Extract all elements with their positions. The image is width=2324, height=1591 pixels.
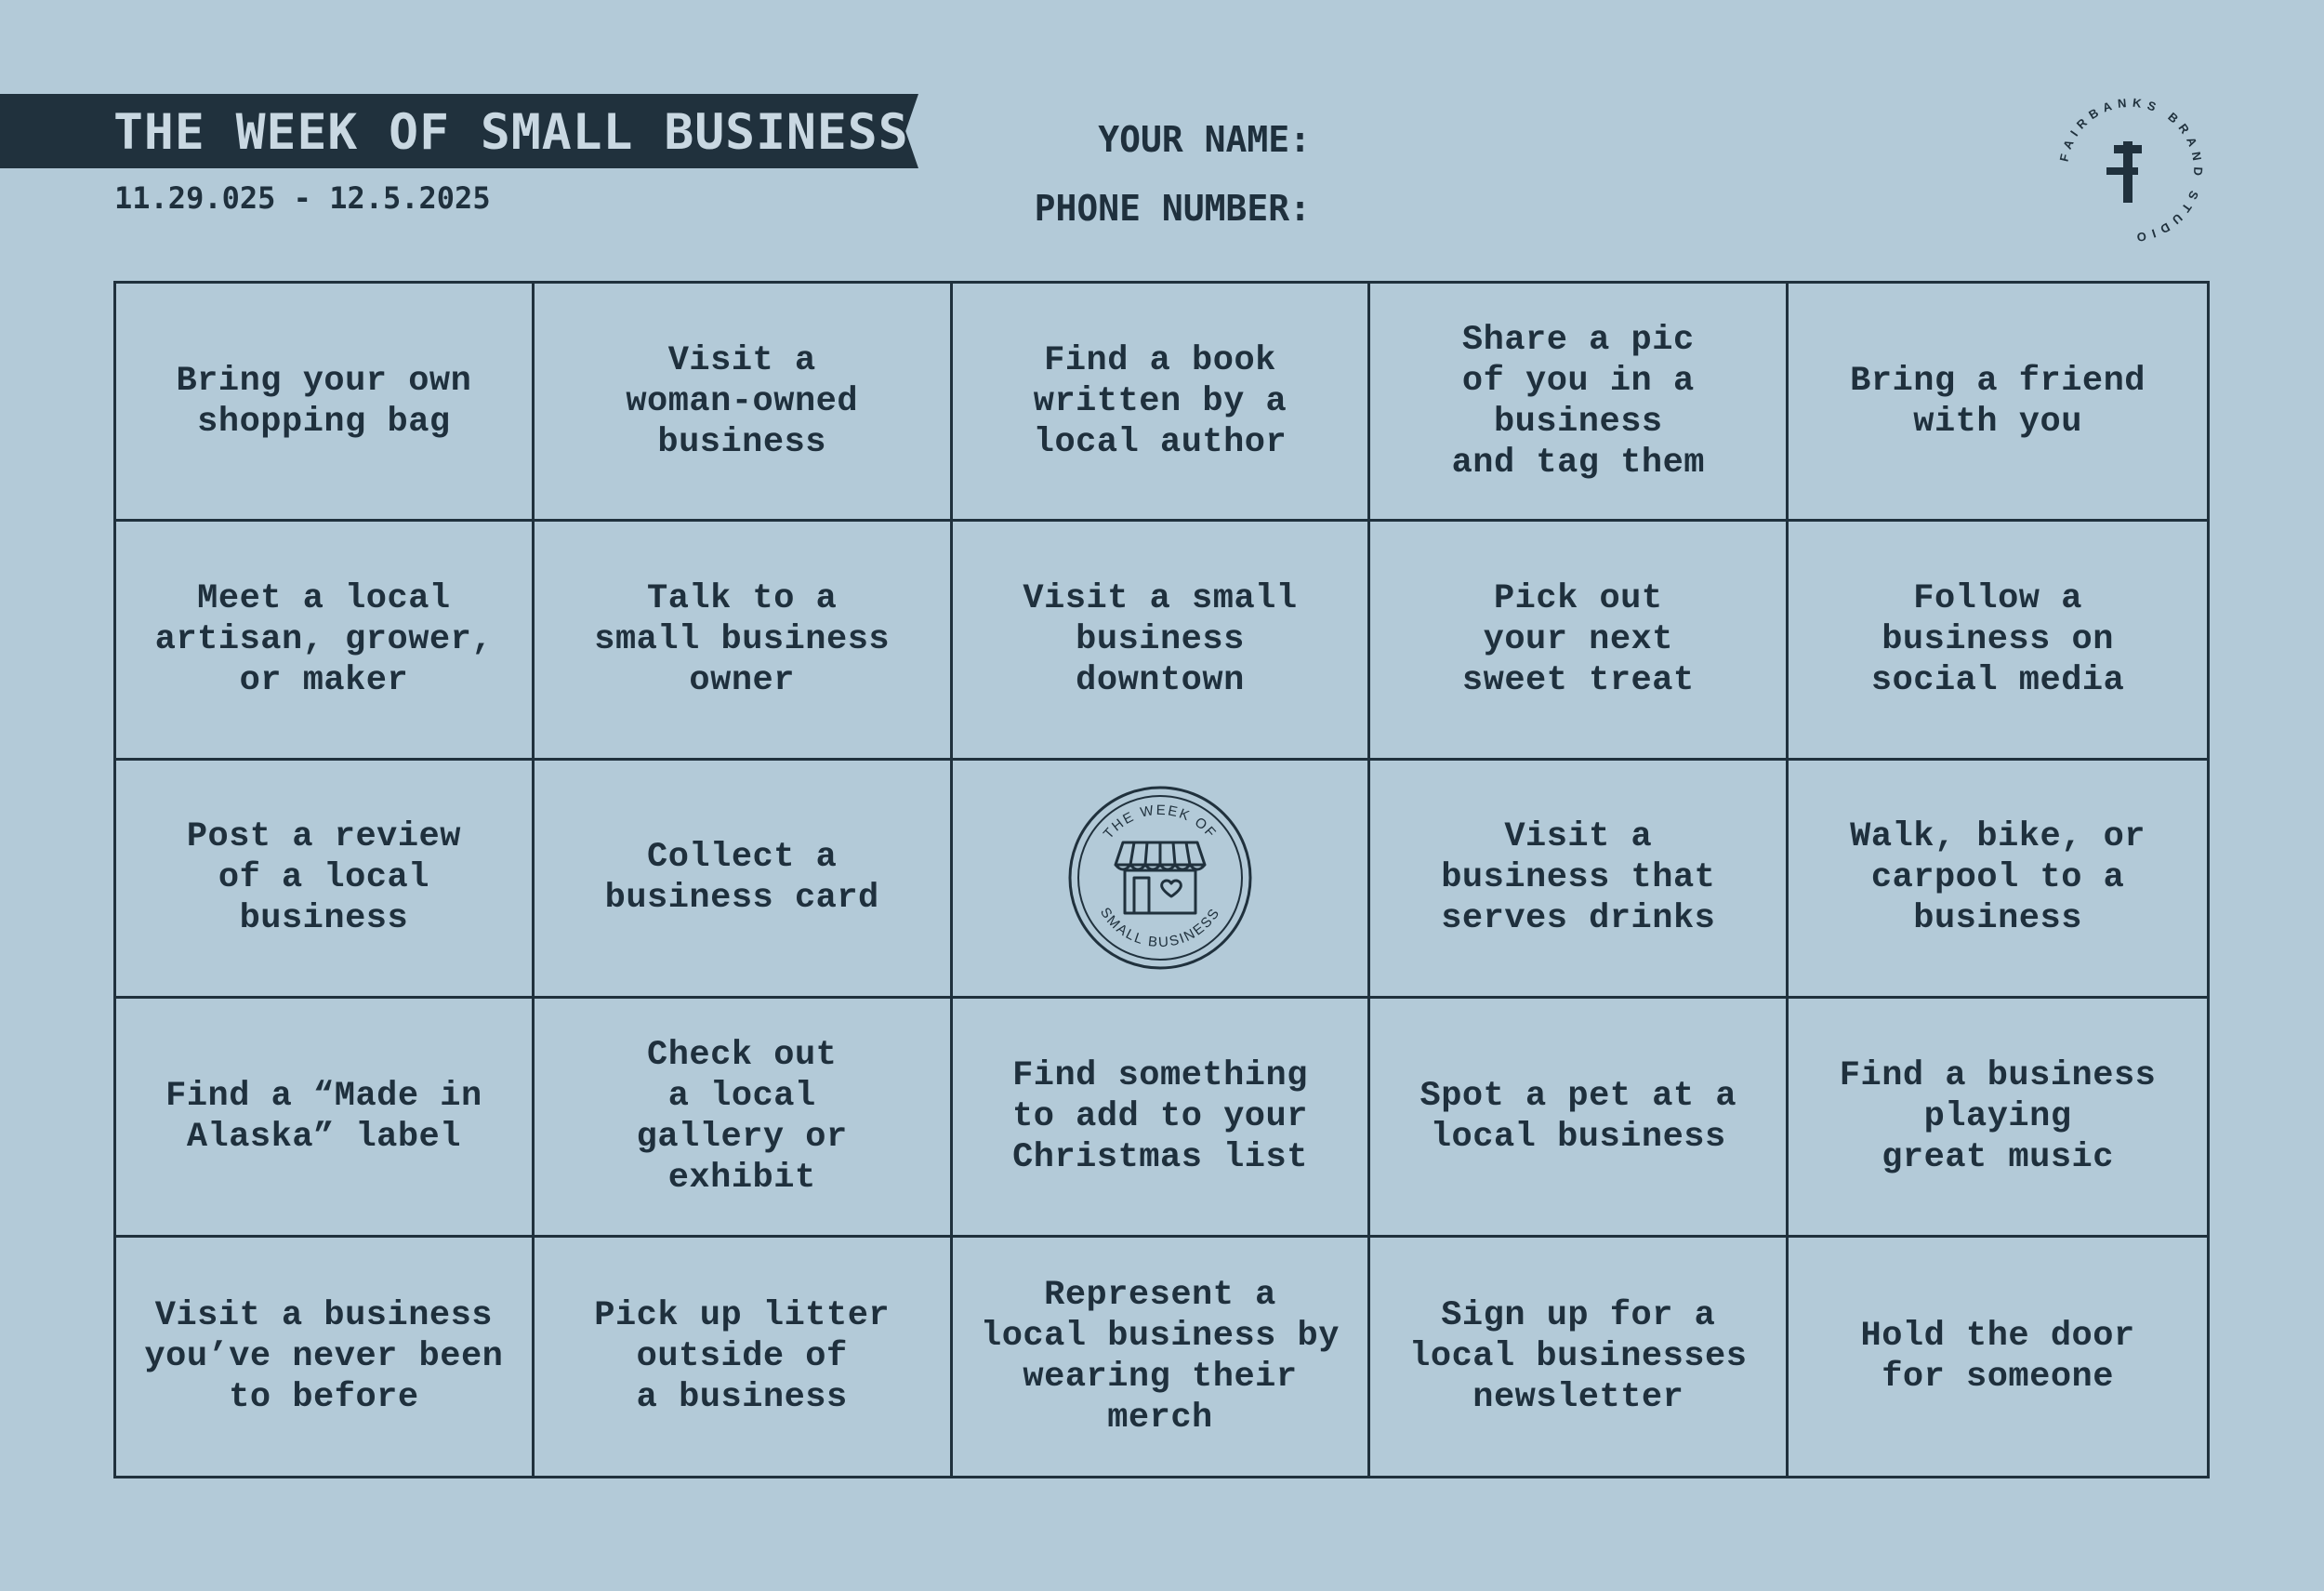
- bingo-cell[interactable]: [953, 522, 1371, 760]
- bingo-cell-label: Share a pic of you in a business and tag them: [1451, 320, 1706, 483]
- bingo-cell[interactable]: [116, 284, 535, 522]
- bingo-cell-label: Represent a local business by wearing their merch: [981, 1275, 1340, 1438]
- bingo-cell-label: Post a review of a local business: [186, 817, 461, 939]
- bingo-cell-label: Visit a business that serves drinks: [1441, 817, 1716, 939]
- bingo-cell-label: Visit a woman-owned business: [626, 340, 859, 462]
- logo-letter: F: [2131, 212, 2132, 213]
- bingo-cell-label: Walk, bike, or carpool to a business: [1850, 817, 2146, 939]
- svg-text:SMALL BUSINESS: SMALL BUSINESS: [1096, 905, 1224, 951]
- svg-text:THE WEEK OF: THE WEEK OF: [1100, 802, 1221, 843]
- bingo-cell-label: Talk to a small business owner: [594, 579, 891, 701]
- bingo-cell[interactable]: [953, 999, 1371, 1237]
- week-of-small-business-badge: [1067, 785, 1253, 971]
- bingo-cell-label: Find something to add to your Christmas list: [1012, 1055, 1308, 1177]
- bingo-cell[interactable]: [1789, 284, 2207, 522]
- date-range: 11.29.025 - 12.5.2025: [114, 180, 491, 216]
- bingo-cell[interactable]: [1370, 761, 1789, 999]
- bingo-cell-label: Meet a local artisan, grower, or maker: [154, 579, 494, 701]
- bingo-cell-label: Bring your own shopping bag: [176, 361, 472, 442]
- bingo-cell[interactable]: [535, 761, 953, 999]
- bingo-card: [113, 281, 2210, 1478]
- logo-f-mark: [2106, 141, 2142, 203]
- bingo-cell[interactable]: [1370, 1238, 1789, 1476]
- bingo-cell[interactable]: [116, 761, 535, 999]
- bingo-cell-label: Pick out your next sweet treat: [1461, 579, 1695, 701]
- bingo-cell[interactable]: [1789, 522, 2207, 760]
- bingo-cell[interactable]: [1370, 284, 1789, 522]
- bingo-cell[interactable]: [1789, 761, 2207, 999]
- bingo-cell[interactable]: [1789, 1238, 2207, 1476]
- storefront-heart-icon: [1116, 842, 1205, 913]
- bingo-cell[interactable]: [535, 999, 953, 1237]
- bingo-cell-label: Find a “Made in Alaska” label: [165, 1076, 482, 1157]
- your-name-label: YOUR NAME:: [1098, 119, 1311, 160]
- bingo-cell-label: Visit a business you’ve never been to before: [144, 1295, 504, 1417]
- phone-number-label: PHONE NUMBER:: [1034, 188, 1311, 229]
- bingo-free-space[interactable]: [953, 761, 1371, 999]
- bingo-cell-label: Visit a small business downtown: [1023, 579, 1298, 701]
- bingo-cell[interactable]: [1370, 999, 1789, 1237]
- bingo-cell-label: Pick up litter outside of a business: [594, 1295, 891, 1417]
- page-title: THE WEEK OF SMALL BUSINESS: [113, 104, 909, 161]
- bingo-cell-label: Bring a friend with you: [1850, 361, 2146, 442]
- svg-text:FAIRBANKS BRAND STUDIO: FAIRBANKS BRAND STUDIO: [2056, 95, 2206, 245]
- bingo-cell[interactable]: [1789, 999, 2207, 1237]
- bingo-cell[interactable]: [116, 522, 535, 760]
- bingo-cell[interactable]: [535, 284, 953, 522]
- bingo-cell[interactable]: [1370, 522, 1789, 760]
- bingo-cell-label: Spot a pet at a local business: [1419, 1076, 1737, 1157]
- bingo-cell-label: Collect a business card: [604, 838, 879, 919]
- bingo-cell[interactable]: [953, 1238, 1371, 1476]
- studio-monogram-icon: [2041, 91, 2220, 249]
- bingo-cell-label: Hold the door for someone: [1860, 1316, 2135, 1397]
- bingo-cell[interactable]: [535, 1238, 953, 1476]
- bingo-cell-label: Follow a business on social media: [1870, 579, 2125, 701]
- bingo-cell-label: Sign up for a local businesses newsletter: [1409, 1295, 1748, 1417]
- bingo-cell[interactable]: [535, 522, 953, 760]
- bingo-cell-label: Check out a local gallery or exhibit: [636, 1035, 848, 1198]
- bingo-cell-label: Find a book written by a local author: [1033, 340, 1287, 462]
- bingo-cell[interactable]: [116, 1238, 535, 1476]
- bingo-cell-label: Find a business playing great music: [1839, 1055, 2157, 1177]
- bingo-cell[interactable]: [953, 284, 1371, 522]
- bingo-cell[interactable]: [116, 999, 535, 1237]
